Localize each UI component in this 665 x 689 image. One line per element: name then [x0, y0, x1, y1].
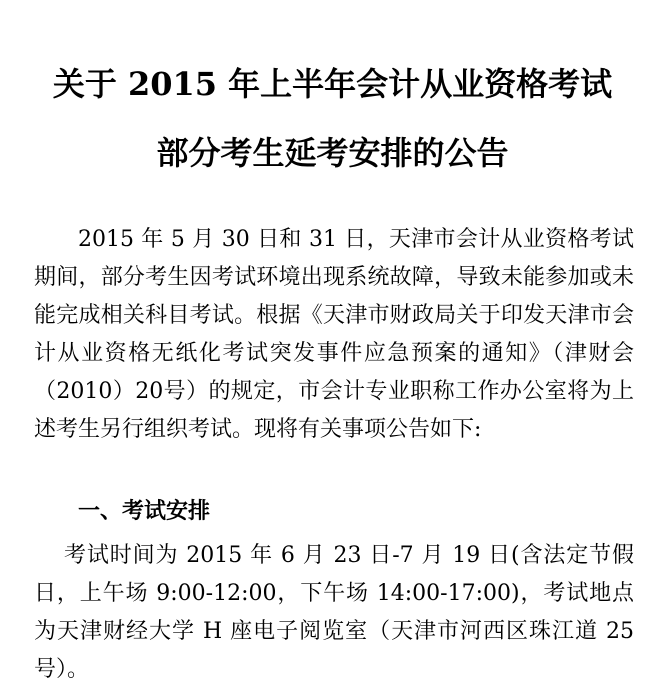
section-heading-exam-arrangement: 一、考试安排	[78, 498, 211, 524]
body-paragraph-1: 2015 年 5 月 30 日和 31 日，天津市会计从业资格考试期间，部分考生因考试环境出现系统故障，导致未能参加或未能完成相关科目考试。根据《天津市财政局关于印发天津市会计从业资格无纸化考试突发事件应急预案的通知》（津财会（2010）20号）的规定，市会计专业职称工作办公室将为上述考生另行组织考试。现将有关事项公告如下:	[34, 227, 634, 442]
body-paragraph-2: 考试时间为 2015 年 6 月 23 日-7 月 19 日(含法定节假日，上午场 9:00-12:00，下午场 14:00-17:00)，考试地点为天津财经大学 H 座电子阅览室（天津市河西区珠江道 25 号）。	[34, 543, 634, 682]
document-title-line2: 部分考生延考安排的公告	[156, 134, 509, 172]
document-title-line1: 关于 2015 年上半年会计从业资格考试	[52, 65, 613, 103]
